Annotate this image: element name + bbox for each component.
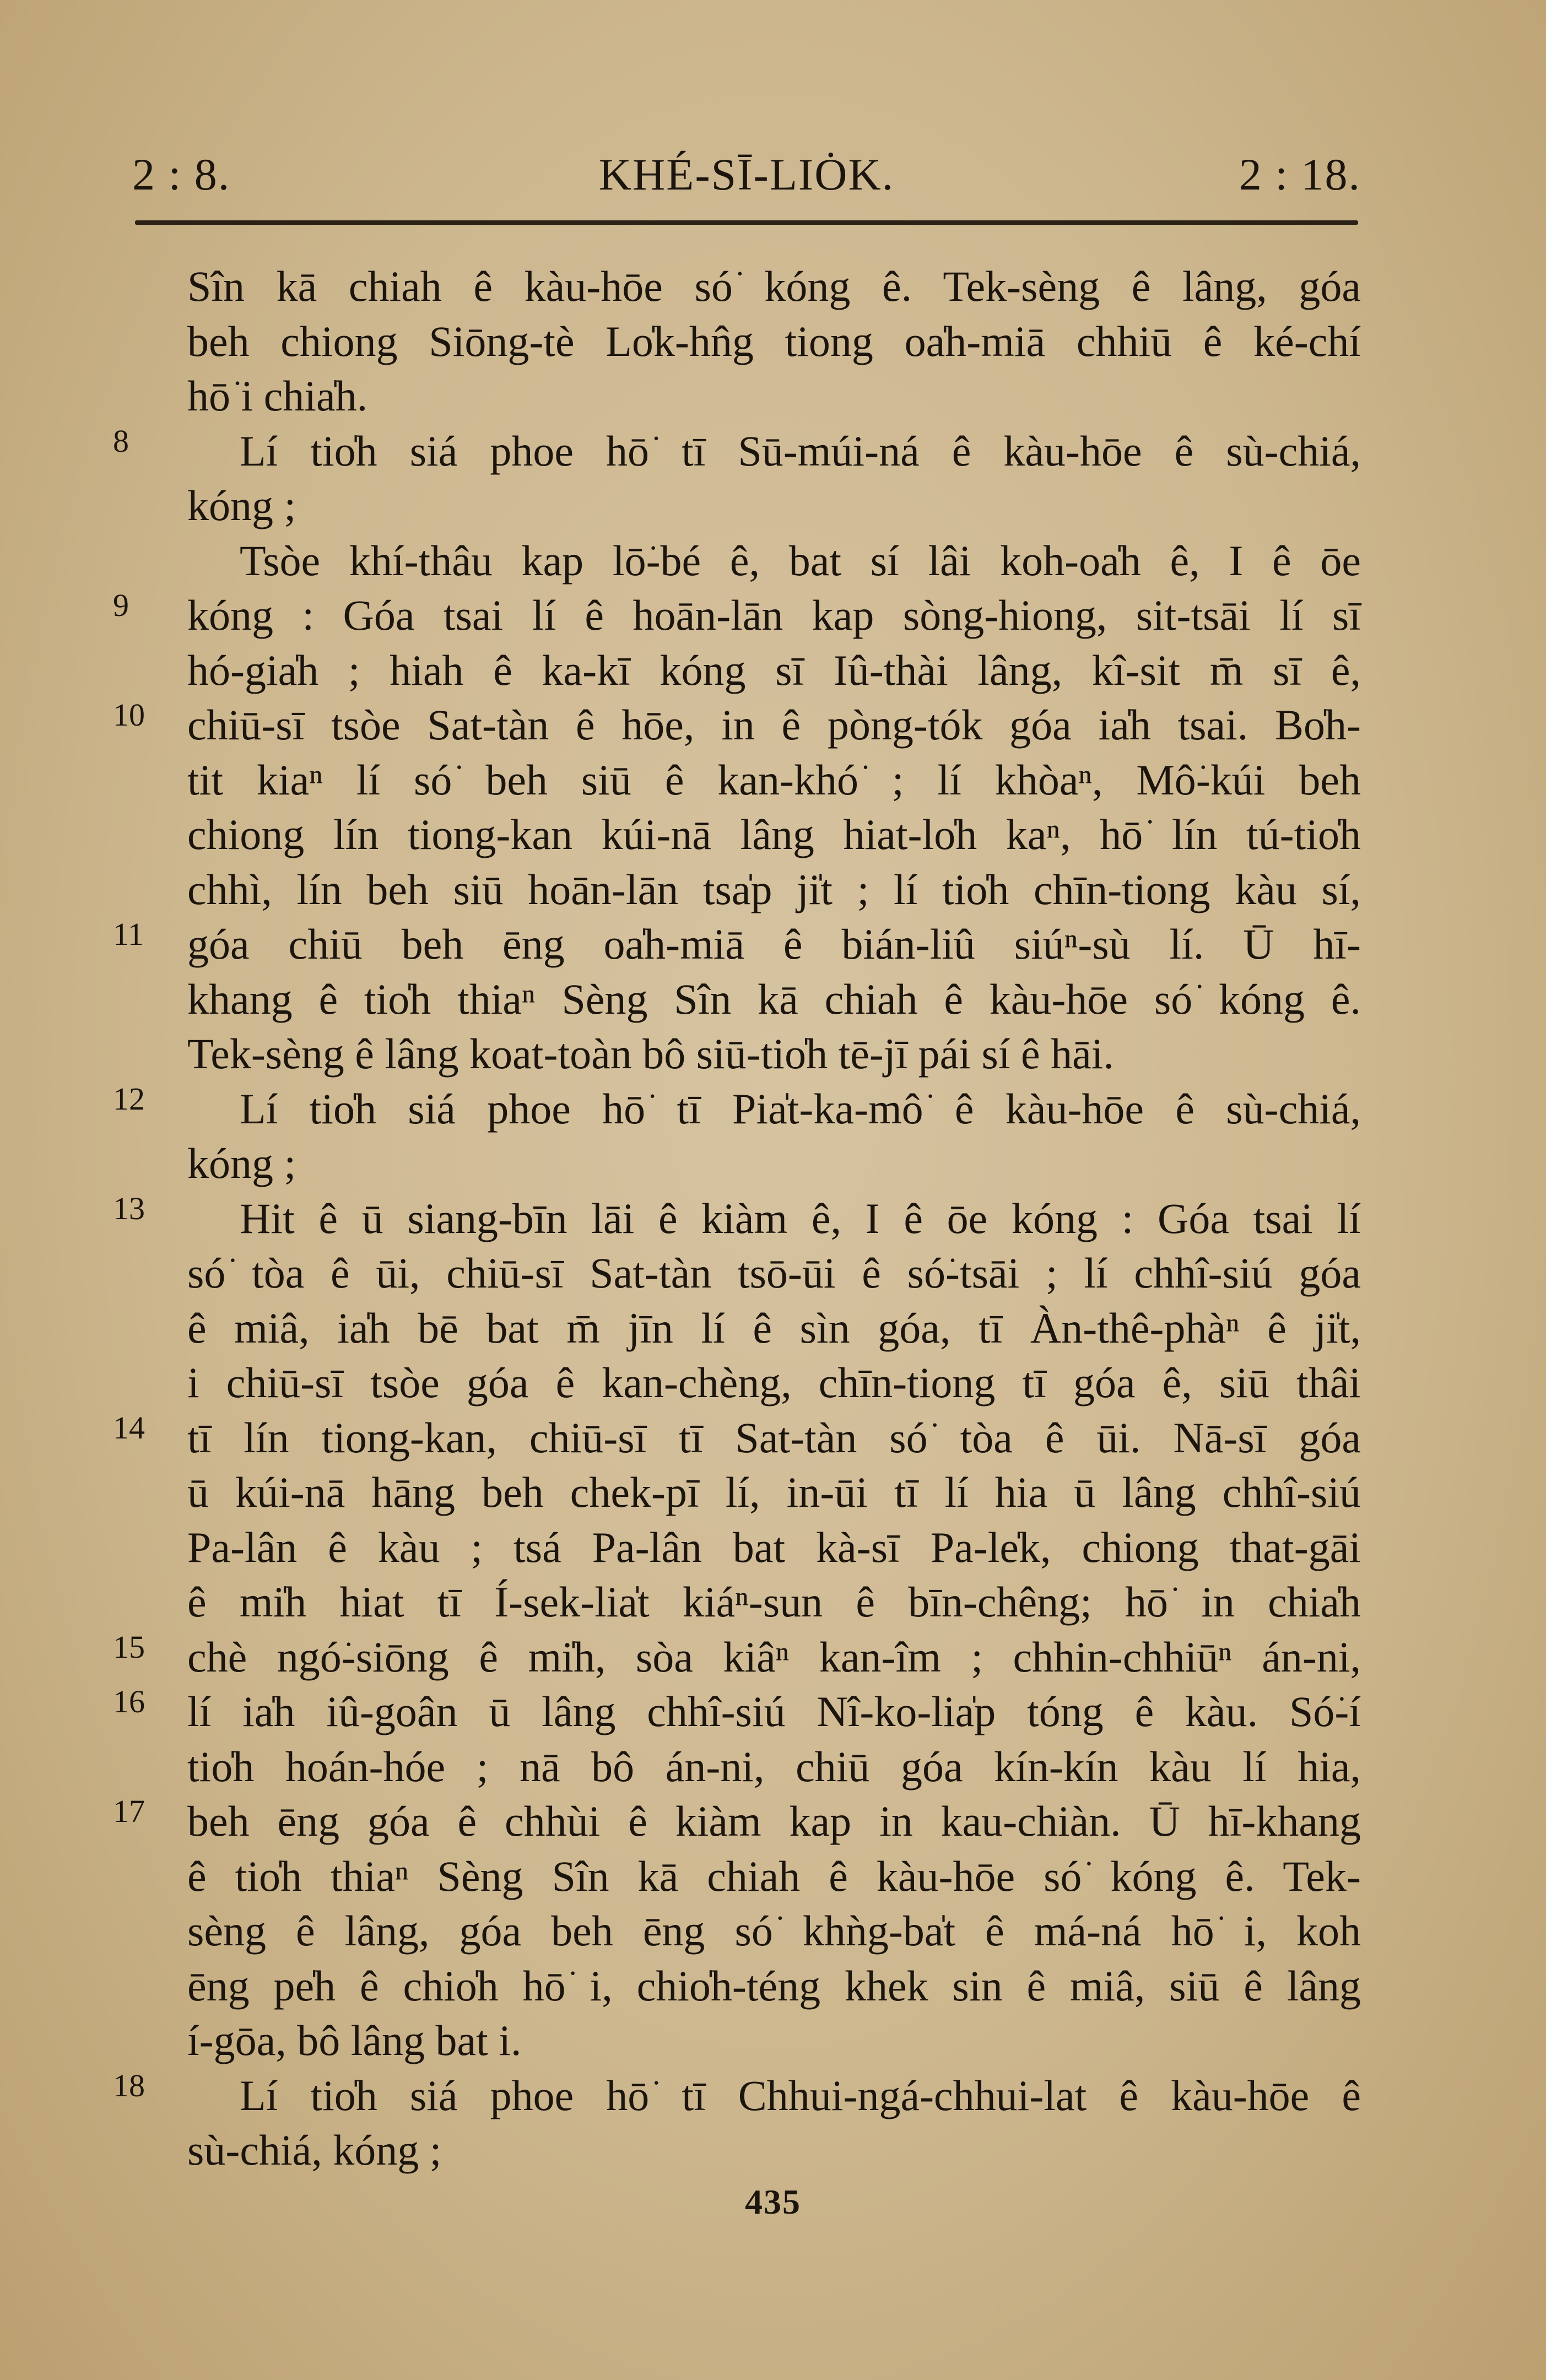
text-line xyxy=(187,369,1361,424)
verse-number: 11 xyxy=(113,916,144,952)
text-line xyxy=(113,1629,1361,1685)
line-text: kóng ; xyxy=(187,482,296,529)
line-text: chiong lín tiong-kan kúi-nā lâng hiat-lo̍h kaⁿ, hō͘ lín tú-tio̍h xyxy=(187,810,1361,858)
text-line xyxy=(187,807,1361,862)
text-line xyxy=(187,643,1361,698)
text-line xyxy=(113,587,1361,643)
line-text: góa chiū beh ēng oa̍h-miā ê bián-liû siúⁿ-sù lí. Ū hī- xyxy=(187,920,1361,968)
text-line xyxy=(187,314,1361,369)
line-text: Lí tio̍h siá phoe hō͘ tī Pia̍t-ka-mô͘ ê kàu-hōe ê sù-chiá, xyxy=(240,1084,1361,1133)
line-text: tī lín tiong-kan, chiū-sī tī Sat-tàn só͘ tòa ê ūi. Nā-sī góa xyxy=(187,1413,1361,1462)
line-text: chè ngó͘-siōng ê mi̍h, sòa kiâⁿ kan-îm ; chhin-chhiūⁿ án-ni, xyxy=(187,1632,1361,1681)
line-text: hó-gia̍h ; hiah ê ka-kī kóng sī Iû-thài lâng, kî-sit m̄ sī ê, xyxy=(187,646,1361,694)
line-text: sèng ê lâng, góa beh ēng só͘ khǹg-ba̍t ê má-ná hō͘ i, koh xyxy=(187,1907,1361,1955)
line-text: chiū-sī tsòe Sat-tàn ê hōe, in ê pòng-tók góa ia̍h tsai. Bo̍h- xyxy=(187,701,1361,749)
line-text: kóng : Góa tsai lí ê hoān-lān kap sòng-hiong, sit-tsāi lí sī xyxy=(187,591,1361,639)
text-line xyxy=(187,1849,1361,1904)
verse-number: 13 xyxy=(113,1190,145,1226)
line-text: ū kúi-nā hāng beh chek-pī lí, in-ūi tī lí hia ū lâng chhî-siú xyxy=(187,1468,1361,1516)
text-line xyxy=(113,916,1361,972)
line-text: Pa-lân ê kàu ; tsá Pa-lân bat kà-sī Pa-le̍k, chiong that-gāi xyxy=(187,1523,1361,1571)
text-line xyxy=(187,2123,1361,2178)
line-text: khang ê tio̍h thiaⁿ Sèng Sîn kā chiah ê kàu-hōe só͘ kóng ê. xyxy=(187,975,1361,1023)
line-text: ê miâ, ia̍h bē bat m̄ jīn lí ê sìn góa, tī Àn-thê-phàⁿ ê ji̍t, xyxy=(187,1303,1361,1352)
line-text: lí ia̍h iû-goân ū lâng chhî-siú Nî-ko-lia̍p tóng ê kàu. Só͘-í xyxy=(187,1687,1361,1735)
verse-number: 10 xyxy=(113,697,145,733)
text-line xyxy=(113,1684,1361,1739)
header-chapter-verse-end: 2 : 18. xyxy=(1239,149,1361,199)
text-line xyxy=(187,2013,1361,2068)
line-text: tit kiaⁿ lí só͘ beh siū ê kan-khó͘ ; lí khòaⁿ, Mô͘-kúi beh xyxy=(187,755,1361,804)
text-line xyxy=(113,697,1361,753)
verse-number: 16 xyxy=(113,1684,145,1719)
text-line xyxy=(187,1301,1361,1356)
verse-number: 18 xyxy=(113,2067,145,2103)
book-title: KHÉ-SĪ-LIȮK. xyxy=(598,149,895,199)
text-line xyxy=(113,1793,1361,1849)
line-text: hō͘ i chia̍h. xyxy=(187,372,368,420)
line-text: beh chiong Siōng-tè Lo̍k-hn̂g tiong oa̍h-miā chhiū ê ké-chí xyxy=(187,317,1361,365)
text-line xyxy=(187,1136,1361,1191)
line-text: ê mi̍h hiat tī Í-sek-lia̍t kiáⁿ-sun ê bīn-chêng; hō͘ in chia̍h xyxy=(187,1578,1361,1626)
verse-number: 12 xyxy=(113,1080,145,1117)
line-text: Tsòe khí-thâu kap lō͘-bé ê, bat sí lâi koh-oa̍h ê, I ê ōe xyxy=(240,536,1361,585)
text-line xyxy=(187,1520,1361,1575)
verse-number: 8 xyxy=(113,423,129,459)
text-line xyxy=(113,1190,1361,1246)
header-chapter-verse-start: 2 : 8. xyxy=(132,149,231,199)
text-line xyxy=(187,259,1361,314)
text-line xyxy=(187,1465,1361,1520)
line-text: í-gōa, bô lâng bat i. xyxy=(187,2016,522,2064)
line-text: Sîn kā chiah ê kàu-hōe só͘ kóng ê. Tek-sèng ê lâng, góa xyxy=(187,262,1361,310)
text-line xyxy=(113,1080,1361,1137)
line-text: tio̍h hoán-hóe ; nā bô án-ni, chiū góa kín-kín kàu lí hia, xyxy=(187,1742,1361,1791)
line-text: só͘ tòa ê ūi, chiū-sī Sat-tàn tsō-ūi ê só͘-tsāi ; lí chhî-siú góa xyxy=(187,1249,1361,1297)
line-text: i chiū-sī tsòe góa ê kan-chèng, chīn-tiong tī góa ê, siū thâi xyxy=(187,1359,1361,1407)
header-rule xyxy=(135,220,1358,225)
scripture-text xyxy=(113,259,1361,2178)
line-text: kóng ; xyxy=(187,1139,296,1187)
line-text: chhì, lín beh siū hoān-lān tsa̍p ji̍t ; lí tio̍h chīn-tiong kàu sí, xyxy=(187,865,1361,913)
line-text: ēng pe̍h ê chio̍h hō͘ i, chio̍h-téng khek sin ê miâ, siū ê lâng xyxy=(187,1961,1361,2010)
text-line xyxy=(187,1246,1361,1301)
line-text: Lí tio̍h siá phoe hō͘ tī Chhui-ngá-chhui-lat ê kàu-hōe ê xyxy=(240,2071,1361,2119)
line-text: Hit ê ū siang-bīn lāi ê kiàm ê, I ê ōe kóng : Góa tsai lí xyxy=(240,1194,1361,1242)
text-line xyxy=(187,862,1361,917)
page-number: 435 xyxy=(745,2182,801,2221)
text-line xyxy=(187,478,1361,533)
verse-number: 17 xyxy=(113,1793,145,1829)
line-text: Lí tio̍h siá phoe hō͘ tī Sū-múi-ná ê kàu-hōe ê sù-chiá, xyxy=(240,426,1361,475)
line-text: sù-chiá, kóng ; xyxy=(187,2126,442,2174)
text-line xyxy=(187,1959,1361,2014)
text-line xyxy=(187,1903,1361,1959)
text-line xyxy=(187,753,1361,808)
text-line xyxy=(187,972,1361,1027)
text-line xyxy=(113,423,1361,479)
verse-number: 15 xyxy=(113,1629,145,1665)
text-line xyxy=(187,1026,1361,1081)
running-header xyxy=(132,149,1361,209)
line-text: beh ēng góa ê chhùi ê kiàm kap in kau-chiàn. Ū hī-khang xyxy=(187,1797,1361,1845)
text-line xyxy=(187,1575,1361,1630)
line-text: ê tio̍h thiaⁿ Sèng Sîn kā chiah ê kàu-hōe só͘ kóng ê. Tek- xyxy=(187,1852,1361,1900)
line-text: Tek-sèng ê lâng koat-toàn bô siū-tio̍h tē-jī pái sí ê hāi. xyxy=(187,1030,1114,1078)
verse-number: 9 xyxy=(113,587,129,623)
text-line xyxy=(187,1355,1361,1410)
text-line xyxy=(187,533,1361,588)
text-line xyxy=(113,2067,1361,2123)
text-line xyxy=(113,1409,1361,1465)
verse-number: 14 xyxy=(113,1409,145,1446)
text-line xyxy=(187,1739,1361,1794)
